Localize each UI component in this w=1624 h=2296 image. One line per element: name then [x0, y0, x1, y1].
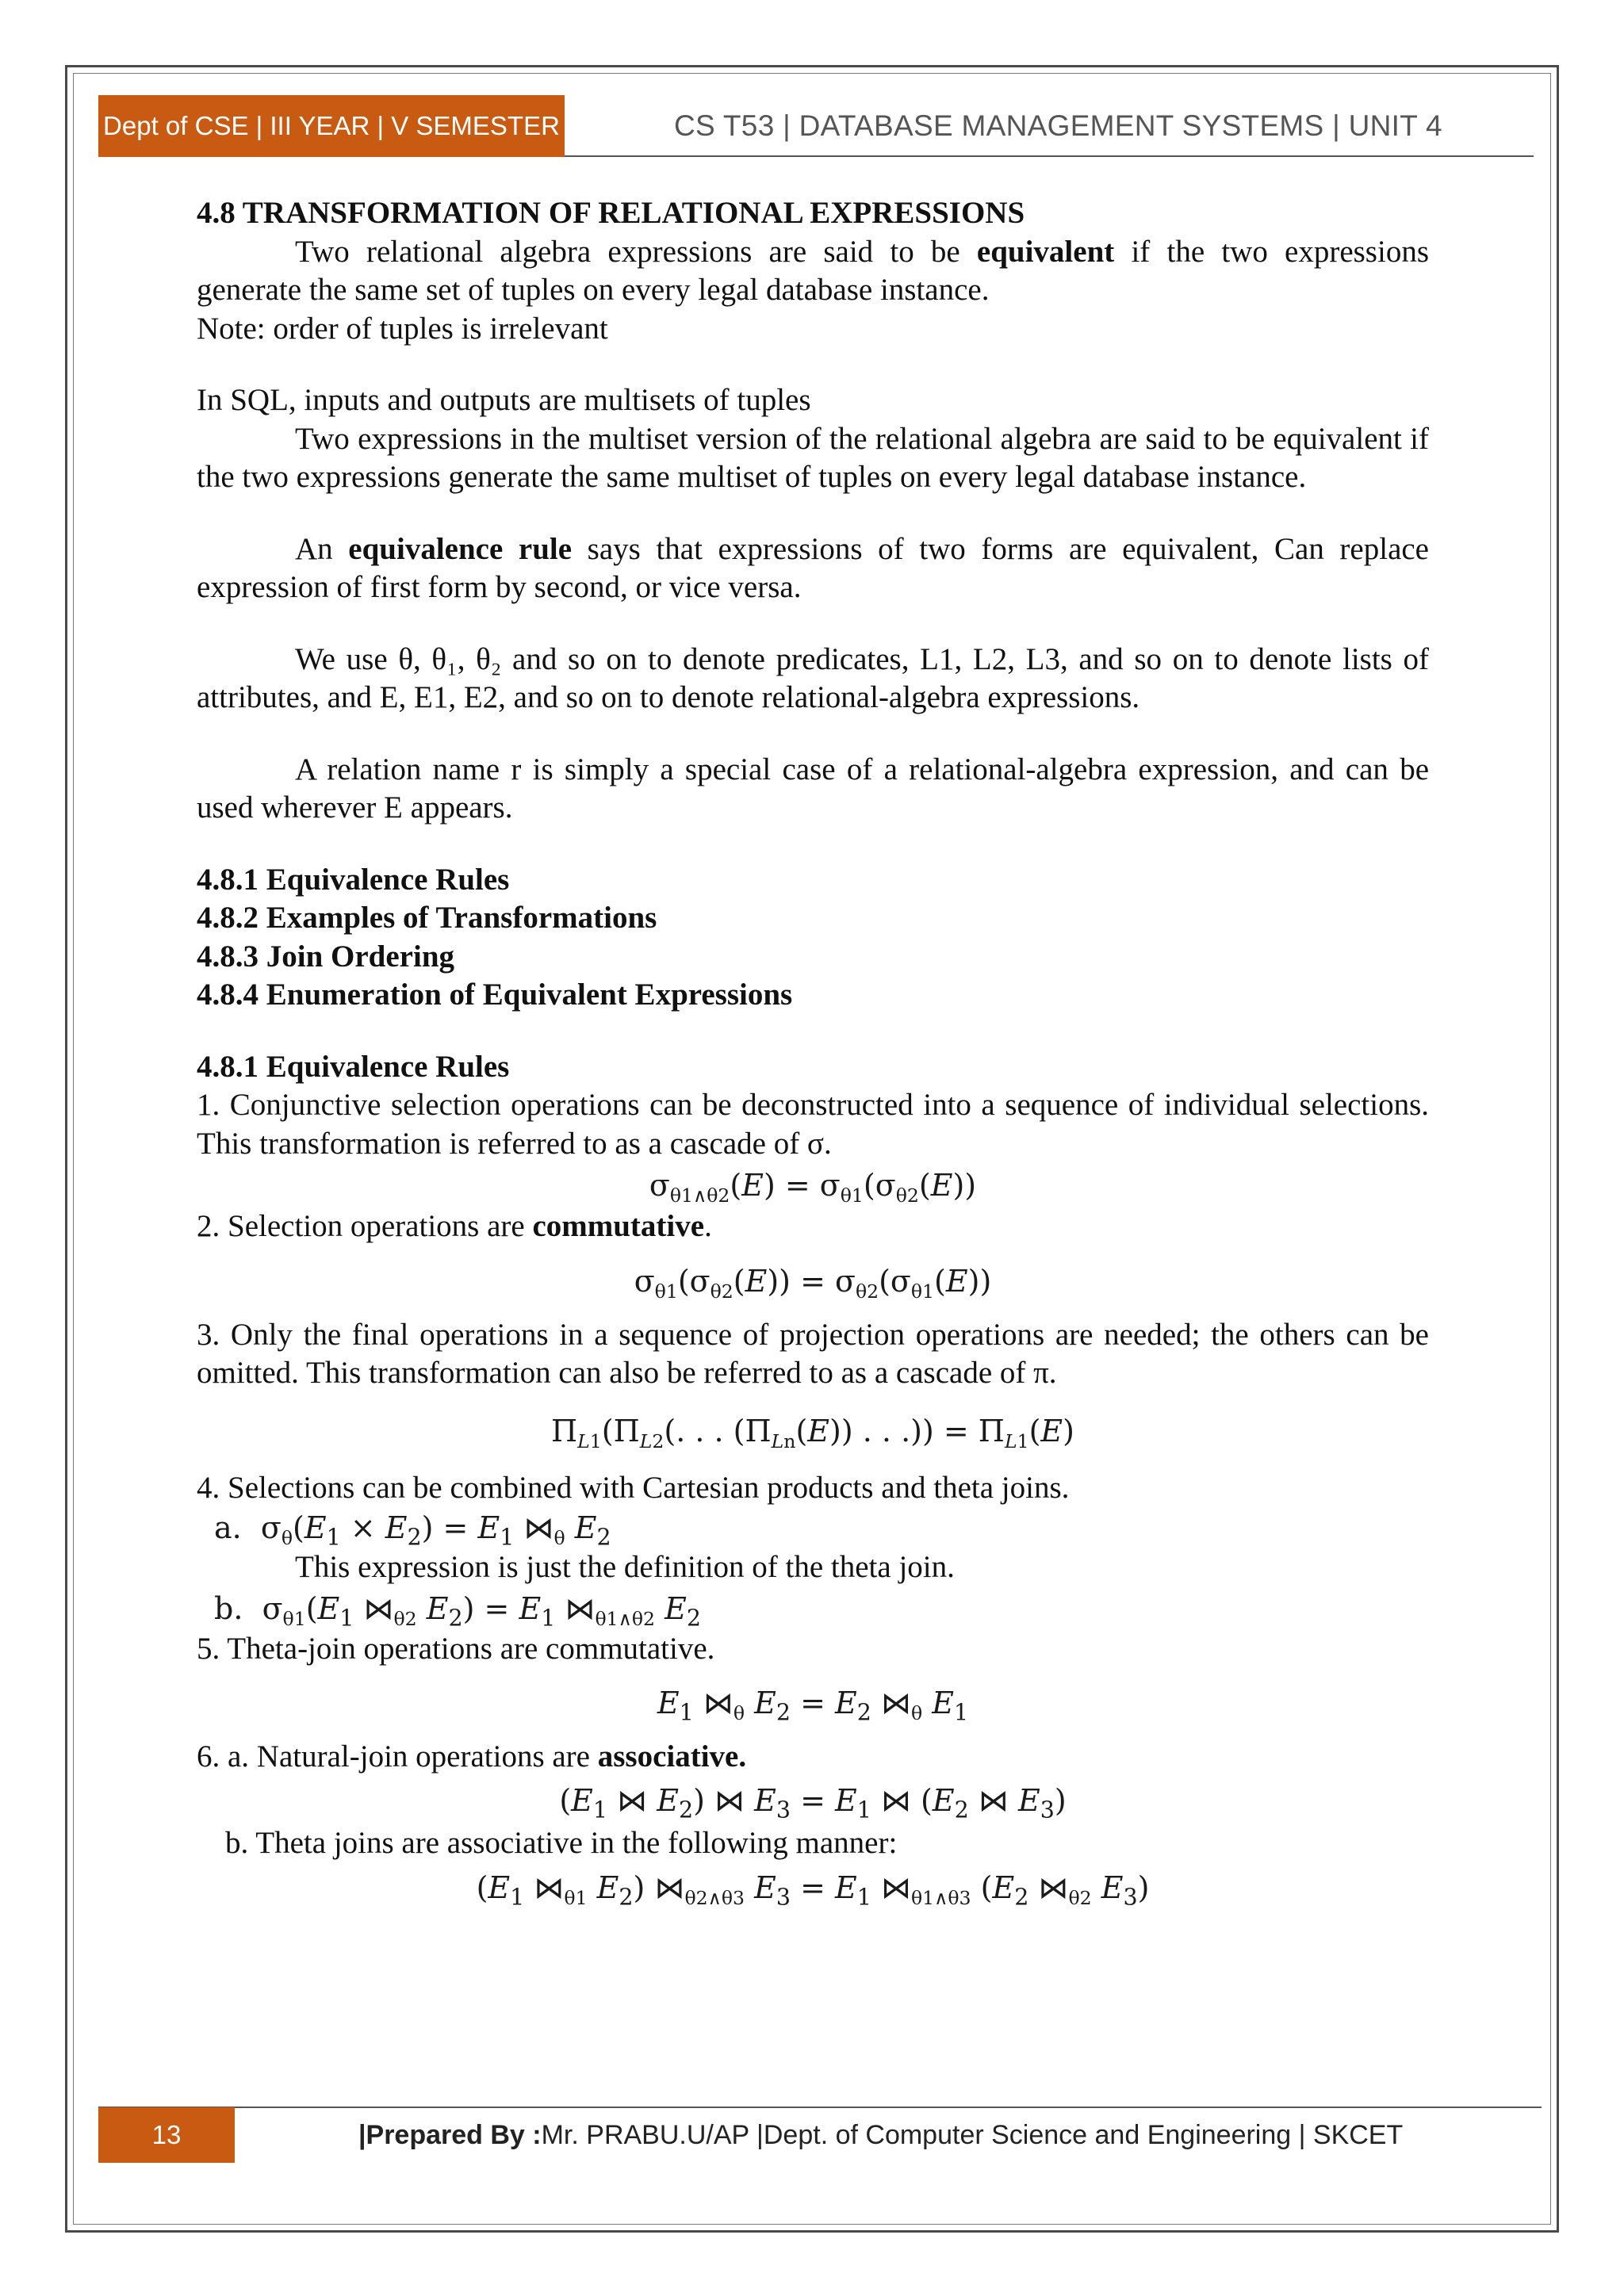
intro-note: Note: order of tuples is irrelevant	[197, 311, 608, 346]
page-content	[197, 194, 1429, 1913]
rule-3-formula: $\Pi_{L1}(\Pi_{L2}$(. . . $(\Pi_{Ln}(E))$ . . .)) = $\Pi_{L1}(E)$	[551, 1413, 1074, 1452]
toc-item-1: 4.8.1 Equivalence Rules	[197, 862, 510, 897]
rule-2-formula: $\sigma_{\theta 1}(\sigma_{\theta 2}(E)) = \sigma_{\theta 2}(\sigma_{\theta 1}(E))$	[634, 1263, 992, 1303]
intro-paragraph-5: A relation name r is simply a special case of a relational-algebra expression, and can be used wherever E appears.	[197, 752, 1429, 825]
rules-heading: 4.8.1 Equivalence Rules	[197, 1049, 510, 1084]
header-course-title: CS T53 | DATABASE MANAGEMENT SYSTEMS | UNIT 4	[674, 109, 1442, 142]
rule-6a-text: 6. a. Natural-join operations are associative.	[197, 1739, 747, 1774]
rule-6a-formula: ($E_1$ ⋈ $E_2$) ⋈ $E_3 = E_1$ ⋈ ($E_2$ ⋈ $E_3$)	[559, 1782, 1067, 1823]
header-dept-label: Dept of CSE | III YEAR | V SEMESTER	[98, 95, 565, 157]
sql-multiset-line: In SQL, inputs and outputs are multisets of tuples	[197, 383, 811, 417]
rule-2-text: 2. Selection operations are commutative.	[197, 1209, 712, 1243]
header-rule	[565, 155, 1534, 157]
rule-4-text: 4. Selections can be combined with Cartesian products and theta joins.	[197, 1470, 1070, 1505]
rule-1-text: 1. Conjunctive selection operations can be deconstructed into a sequence of individual selections. This transformation is referred to as a cascade of σ.	[197, 1088, 1429, 1161]
rule-5-text: 5. Theta-join operations are commutative.	[197, 1631, 715, 1666]
toc-item-2: 4.8.2 Examples of Transformations	[197, 901, 657, 935]
intro-paragraph-1: Two relational algebra expressions are said to be equivalent if the two expressions generate the same set of tuples on every legal database instance.	[197, 234, 1429, 307]
rule-3-text: 3. Only the final operations in a sequence of projection operations are needed; the others can be omitted. This transformation can also be referred to as a cascade of π.	[197, 1317, 1429, 1390]
page-number: 13	[98, 2107, 235, 2163]
toc-item-4: 4.8.4 Enumeration of Equivalent Expressions	[197, 978, 793, 1012]
term-associative: associative.	[597, 1739, 747, 1774]
term-commutative: commutative	[532, 1209, 705, 1243]
rule-4a-formula: a. $\sigma_\theta(E_1 \times E_2) = E_1$ $⋈_\theta$ $E_2$	[214, 1510, 611, 1551]
rule-4b-formula: b. $\sigma_{\theta 1}(E_1$ $⋈_{\theta 2}$ $E_2) = E_1$ $⋈_{\theta 1\wedge\theta 2}$ $E_2$	[214, 1590, 702, 1632]
rule-5-formula: $E_1$ $⋈_\theta$ $E_2 = E_2$ $⋈_\theta$ $E_1$	[657, 1686, 969, 1726]
intro-paragraph-2: Two expressions in the multiset version of the relational algebra are said to be equivalent if the two expressions generate the same multiset of tuples on every legal database instance.	[197, 421, 1429, 494]
toc-item-3: 4.8.3 Join Ordering	[197, 939, 455, 974]
term-equivalence-rule: equivalence rule	[348, 531, 573, 566]
rule-1-formula: $\sigma_{\theta 1\wedge\theta 2}(E) = \sigma_{\theta 1}(\sigma_{\theta 2}(E))$	[649, 1168, 977, 1207]
intro-paragraph-3: An equivalence rule says that expressions of two forms are equivalent, Can replace expression of first form by second, or vice versa.	[197, 531, 1429, 604]
section-title: 4.8 TRANSFORMATION OF RELATIONAL EXPRESSIONS	[197, 196, 1025, 230]
rule-6b-text: b. Theta joins are associative in the following manner:	[225, 1825, 898, 1860]
intro-paragraph-4: We use θ, θ₁, θ₂ and so on to denote predicates, L1, L2, L3, and so on to denote lists of attributes, and E, E1, E2, and so on to denote relational-algebra expressions.	[197, 641, 1429, 714]
term-equivalent: equivalent	[976, 234, 1115, 269]
footer-credit: |Prepared By : Mr. PRABU.U/AP |Dept. of Computer Science and Engineering | SKCET	[358, 2119, 1404, 2150]
rule-6b-formula: ($E_1$ $⋈_{\theta 1}$ $E_2$) $⋈_{\theta 2\wedge\theta 3}$ $E_3 = E_1$ $⋈_{\theta 1\wedge\theta 3}$ ($E_2$ $⋈_{\theta 2}$ $E_3$)	[476, 1870, 1150, 1911]
rule-4-note: This expression is just the definition of the theta join.	[295, 1550, 955, 1584]
